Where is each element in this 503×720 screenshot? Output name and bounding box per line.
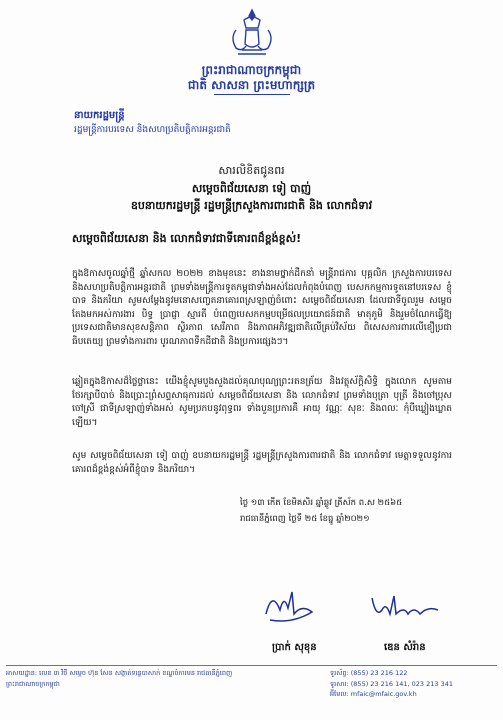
signature-1 (262, 584, 322, 630)
body-paragraph-3: សូម សម្ដេចពិជ័យសេនា ទៀ បាញ់ ឧបនាយករដ្ឋមន្ត្រី រដ្ឋមន្ត្រីក្រសួងការពារជាតិ និង លោកជំទាវ មេត្តាទទួលនូវការគោរពដ៏ខ្ពង់ខ្ពស់អំពីខ្ញុំបាទ និងភរិយា។ (72, 451, 452, 475)
footer-phone: ទូរស័ព្ទ: (855) 23 216 122 (330, 669, 408, 677)
footer-divider (6, 665, 497, 666)
national-motto: ជាតិ សាសនា ព្រះមហាក្សត្រ (187, 78, 316, 92)
signature-2 (368, 584, 448, 630)
footer-contacts (330, 668, 500, 700)
recipient-name: សម្ដេចពិជ័យសេនា ទៀ បាញ់ (191, 182, 312, 195)
salutation: សម្ដេចពិជ័យសេនា និង លោកជំទាវជាទីគោរពដ៏ខ្ពង់ខ្ពស់! (72, 232, 302, 245)
office-subtitle: រដ្ឋមន្ត្រីការបរទេស និងសហប្រតិបត្តិការអន្តរជាតិ (74, 125, 231, 135)
header-divider (214, 94, 290, 95)
royal-emblem-icon (226, 8, 278, 58)
letter-type: សារលិខិតជូនពរ (218, 164, 285, 177)
footer-email: អ៊ីមែល: mfaic@mfaic.gov.kh (330, 690, 417, 698)
recipient-title: ឧបនាយករដ្ឋមន្ត្រី រដ្ឋមន្ត្រីក្រសួងការពារជាតិ និង លោកជំទាវ (130, 199, 373, 212)
signatory-name-2: ឌេន សំរ៉ាន (384, 642, 426, 653)
footer-fax: ទូរសារ: (855) 23 216 141, 023 213 341 (330, 679, 454, 688)
solar-date: រាជធានីភ្នំពេញ ថ្ងៃទី ២៥ ខែធ្នូ ឆ្នាំ២០២១ (240, 514, 370, 524)
kingdom-heading: ព្រះរាជាណាចក្រកម្ពុជា (201, 63, 302, 77)
footer-address: អាសយដ្ឋាន: លេខ ៣ វិថី សម្ដេច ហ៊ុន សែន សង្កាត់ទន្លេបាសាក់ ខណ្ឌចំការមន រាជធានីភ្នំពេញ ព្រះរាជាណាចក្រកម្ពុជា (6, 669, 233, 688)
lunar-date: ថ្ងៃ​ ១៣ ​កើត​ ខែ​មិគសិរ​ ឆ្នាំឆ្លូវ ត្រីស័ក ព.ស ២៥៦៥ (240, 498, 403, 508)
signatory-name-1: ប្រាក់ សុខុន (272, 642, 317, 653)
body-paragraph-1: ក្នុងឱកាសចូលឆ្នាំថ្មី ឆ្នាំសកល ២០២២ ខាងមុខនេះ ខាងនាមថ្នាក់ដឹកនាំ មន្ត្រីរាជការ បុគ្គលិក ក្រសួងការបរទេស និងសហប្រតិបត្តិការអន្តរជាតិ ព្រមទាំងមន្ត្រីការទូតកម្ពុជាទាំងអស់ដែលកំពុងបំពេញ បេសកកម្មការទូតនៅបរទេស ខ្ញុំបាទ និងភរិយា សូមសម្ដែងនូវមនោសញ្ចេតនាគោរពស្រឡាញ់ចំពោះ សម្ដេចពិជ័យសេនា ដែលជាទីចូលរួម សម្ដេច តែងមកអស់ការងារ បិទ្ធ ប្រាជ្ញា ស្មារតី បំពេញបេសកកម្មបម្រើផលប្រយោជន៍ជាតិ មាតុភូមិ និងរួមចំណែកធ្វើឱ្យប្រទេសជាតិមានសុខសន្តិភាព ស្ថិរភាព សេរីភាព និងភាពអភិវឌ្ឍជាតិលើគ្រប់វិស័យ ពិសេសការពារលើខឿប្រជាធិបតេយ្យ ព្រមទាំងការពារ បូរណភាពទឹកដីជាតិ និងប្រការផ្សេងៗ។ (72, 269, 452, 347)
body-paragraph-2: ឆ្លៀតក្នុងឱកាសដ៏ថ្លៃថ្លានេះ យើងខ្ញុំសូមបួងសួងដល់គុណបុណ្យព្រះរតនត្រ័យ និងវត្ថុស័ក្តិសិទ្ធិ ក្នុងលោក សូមតាមថែរក្សាបីបាច់ និងប្រោះព្រំសព្ទសាធុការដល់ សម្ដេចពិជ័យសេនា និង លោកជំទាវ ព្រមទាំងបុត្រា បុត្រី និងចៅប្រុស ចៅស្រី ជាទីស្រឡាញ់ទាំងអស់ សូមប្រកបនូវពុទ្ធពរ ទាំងបួនប្រការគឺ អាយុ វណ្ណៈ សុខៈ និងពលៈ កុំបីឃ្លៀងឃ្លាតឡើយ។ (72, 377, 452, 428)
office-name: នាយករដ្ឋមន្ត្រី (74, 110, 125, 121)
